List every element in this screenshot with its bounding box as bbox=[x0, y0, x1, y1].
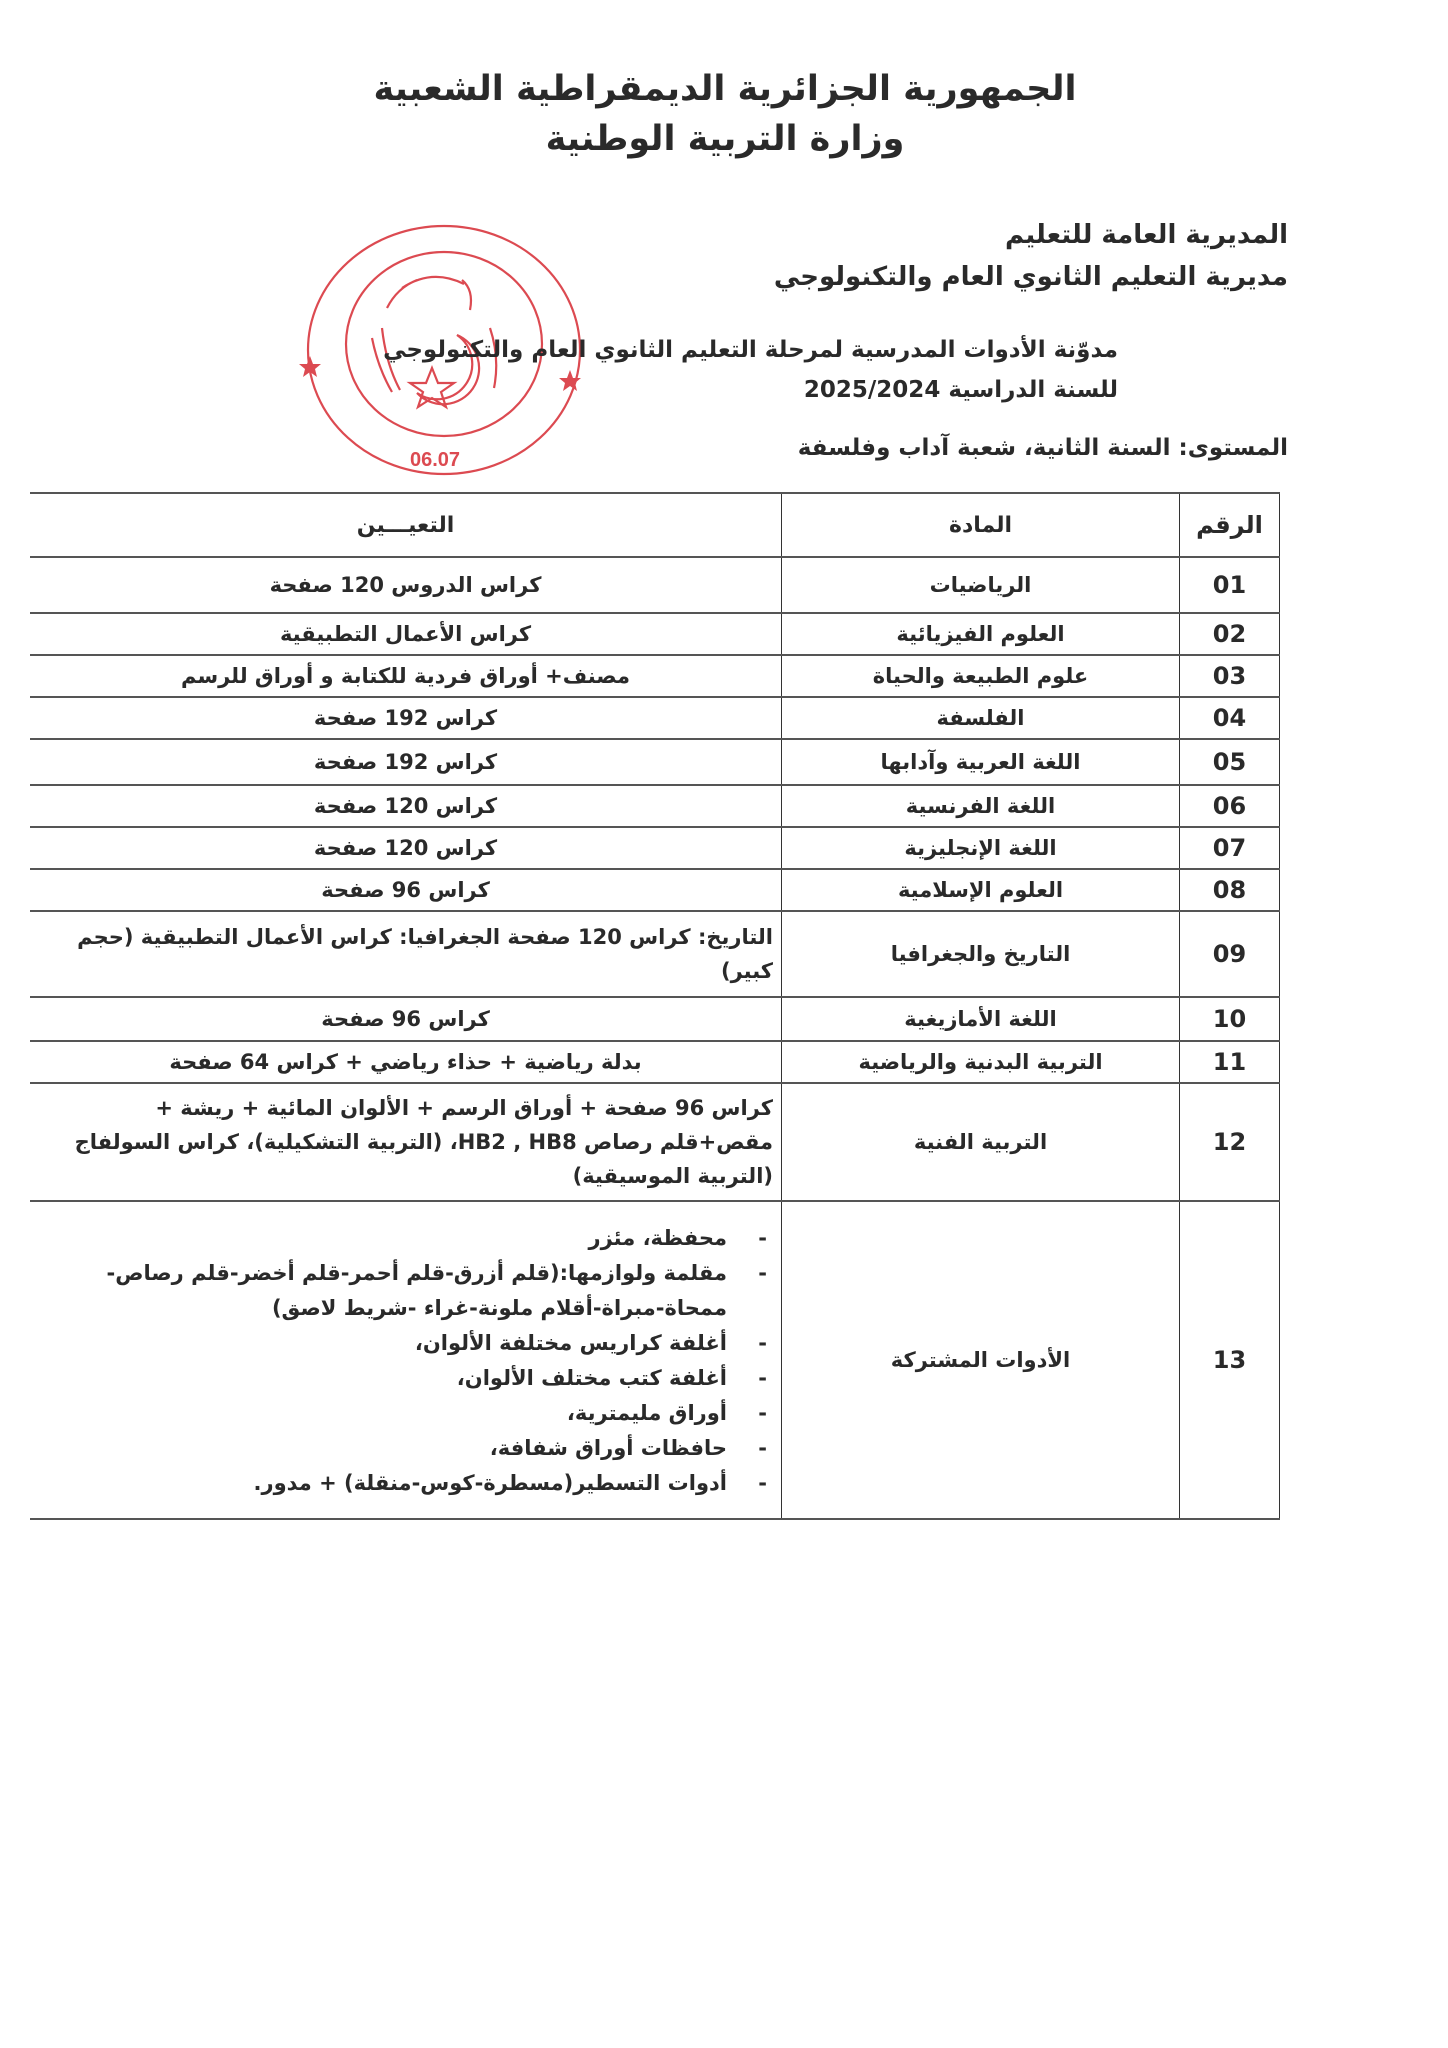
table-row bbox=[30, 739, 1280, 785]
row-subject: الأدوات المشتركة bbox=[782, 1201, 1180, 1519]
directorate: مديرية التعليم الثانوي العام والتكنولوجي bbox=[773, 262, 1288, 292]
common-item-text: أدوات التسطير(مسطرة-كوس-منقلة) + مدور. bbox=[253, 1471, 727, 1495]
republic-name: الجمهورية الجزائرية الديمقراطية الشعبية bbox=[373, 69, 1077, 109]
row-subject: الفلسفة bbox=[782, 697, 1180, 739]
row-subject: العلوم الفيزيائية bbox=[782, 613, 1180, 655]
row-number: 02 bbox=[1180, 613, 1280, 655]
supplies-table bbox=[30, 492, 1280, 1520]
row-number: 03 bbox=[1180, 655, 1280, 697]
common-item-text: محفظة، مئزر bbox=[588, 1226, 727, 1250]
table-row bbox=[30, 827, 1280, 869]
row-description: كراس الدروس 120 صفحة bbox=[30, 557, 782, 613]
document-title bbox=[358, 330, 1118, 410]
row-description: كراس الأعمال التطبيقية bbox=[30, 613, 782, 655]
row-description: التاريخ: كراس 120 صفحة الجغرافيا: كراس الأعمال التطبيقية (حجم كبير) bbox=[30, 911, 782, 997]
bullet-dash: - bbox=[758, 1401, 767, 1425]
table-header-row bbox=[30, 493, 1280, 557]
row-number: 05 bbox=[1180, 739, 1280, 785]
row-description: كراس 192 صفحة bbox=[30, 697, 782, 739]
header-number: الرقم bbox=[1180, 493, 1280, 557]
row-description: كراس 96 صفحة + أوراق الرسم + الألوان المائية + ريشة + مقص+قلم رصاص HB2 , HB8، (التربية التشكيلية)، كراس السولفاج (التربية الموسيقية) bbox=[30, 1083, 782, 1201]
row-description: مصنف+ أوراق فردية للكتابة و أوراق للرسم bbox=[30, 655, 782, 697]
row-number: 12 bbox=[1180, 1083, 1280, 1201]
bullet-dash: - bbox=[758, 1436, 767, 1460]
table-row bbox=[30, 869, 1280, 911]
directorate-block bbox=[588, 214, 1288, 298]
stamp-code: 06.07 bbox=[410, 449, 461, 471]
table-row bbox=[30, 655, 1280, 697]
common-item bbox=[38, 1361, 773, 1396]
letterhead bbox=[350, 64, 1100, 164]
row-description: كراس 120 صفحة bbox=[30, 785, 782, 827]
row-subject: اللغة العربية وآدابها bbox=[782, 739, 1180, 785]
common-item bbox=[38, 1431, 773, 1466]
row-number: 13 bbox=[1180, 1201, 1280, 1519]
level-line: المستوى: السنة الثانية، شعبة آداب وفلسفة bbox=[797, 435, 1288, 461]
header-subject: المادة bbox=[782, 493, 1180, 557]
bullet-dash: - bbox=[758, 1261, 767, 1285]
common-item-text: أوراق مليمترية، bbox=[566, 1401, 727, 1425]
table-row bbox=[30, 1041, 1280, 1083]
bullet-dash: - bbox=[758, 1331, 767, 1355]
common-item-text: أغلفة كراريس مختلفة الألوان، bbox=[414, 1331, 727, 1355]
common-item bbox=[38, 1466, 773, 1501]
row-description: كراس 192 صفحة bbox=[30, 739, 782, 785]
row-number: 09 bbox=[1180, 911, 1280, 997]
directorate-general: المديرية العامة للتعليم bbox=[1005, 220, 1288, 250]
row-number: 07 bbox=[1180, 827, 1280, 869]
row-number: 11 bbox=[1180, 1041, 1280, 1083]
common-item bbox=[38, 1396, 773, 1431]
table-row-common bbox=[30, 1201, 1280, 1519]
common-item-text: مقلمة ولوازمها:(قلم أزرق-قلم أحمر-قلم أخضر-قلم رصاص-ممحاة-مبراة-أقلام ملونة-غراء -شريط لاصق) bbox=[106, 1261, 727, 1320]
row-subject: اللغة الفرنسية bbox=[782, 785, 1180, 827]
table-row bbox=[30, 613, 1280, 655]
title-line-1: مدوّنة الأدوات المدرسية لمرحلة التعليم الثانوي العام والتكنولوجي bbox=[383, 337, 1118, 363]
table-row bbox=[30, 557, 1280, 613]
table-row bbox=[30, 785, 1280, 827]
table-row bbox=[30, 911, 1280, 997]
table-row bbox=[30, 697, 1280, 739]
ministry-name: وزارة التربية الوطنية bbox=[545, 119, 905, 159]
common-item bbox=[38, 1256, 773, 1326]
row-subject: اللغة الأمازيغية bbox=[782, 997, 1180, 1041]
title-line-2: للسنة الدراسية 2025/2024 bbox=[803, 377, 1118, 403]
row-subject: اللغة الإنجليزية bbox=[782, 827, 1180, 869]
header-description: التعيـــين bbox=[30, 493, 782, 557]
row-number: 01 bbox=[1180, 557, 1280, 613]
common-item-text: حافظات أوراق شفافة، bbox=[489, 1436, 727, 1460]
row-description: كراس 96 صفحة bbox=[30, 997, 782, 1041]
row-description: كراس 120 صفحة bbox=[30, 827, 782, 869]
row-subject: التربية البدنية والرياضية bbox=[782, 1041, 1180, 1083]
common-item bbox=[38, 1326, 773, 1361]
bullet-dash: - bbox=[758, 1471, 767, 1495]
row-subject: التربية الفنية bbox=[782, 1083, 1180, 1201]
row-description bbox=[30, 1201, 782, 1519]
common-items-list bbox=[38, 1215, 773, 1505]
row-number: 10 bbox=[1180, 997, 1280, 1041]
common-item-text: أغلفة كتب مختلف الألوان، bbox=[456, 1366, 727, 1390]
row-description: كراس 96 صفحة bbox=[30, 869, 782, 911]
row-description: بدلة رياضية + حذاء رياضي + كراس 64 صفحة bbox=[30, 1041, 782, 1083]
row-number: 04 bbox=[1180, 697, 1280, 739]
table-row bbox=[30, 1083, 1280, 1201]
bullet-dash: - bbox=[758, 1226, 767, 1250]
row-subject: علوم الطبيعة والحياة bbox=[782, 655, 1180, 697]
table-row bbox=[30, 997, 1280, 1041]
row-subject: الرياضيات bbox=[782, 557, 1180, 613]
row-subject: التاريخ والجغرافيا bbox=[782, 911, 1180, 997]
row-number: 06 bbox=[1180, 785, 1280, 827]
common-item bbox=[38, 1221, 773, 1256]
bullet-dash: - bbox=[758, 1366, 767, 1390]
row-number: 08 bbox=[1180, 869, 1280, 911]
row-subject: العلوم الإسلامية bbox=[782, 869, 1180, 911]
